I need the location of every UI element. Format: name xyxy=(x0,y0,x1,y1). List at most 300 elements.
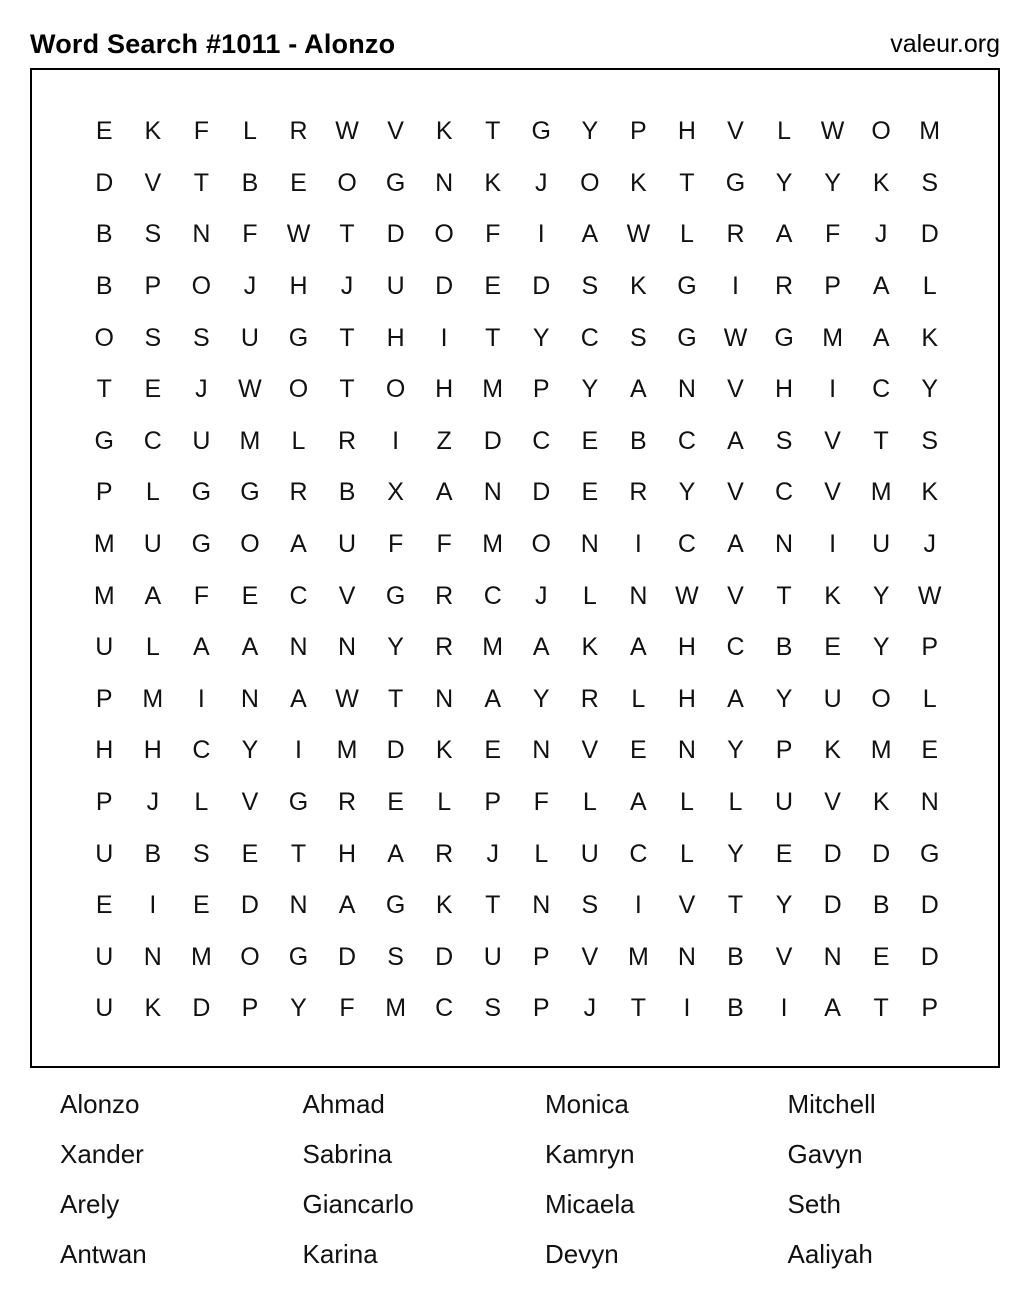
grid-letter[interactable]: C xyxy=(532,426,551,455)
grid-letter[interactable]: D xyxy=(240,891,259,920)
grid-letter[interactable]: I xyxy=(829,375,837,404)
grid-letter[interactable]: O xyxy=(531,530,551,559)
grid-letter[interactable]: R xyxy=(338,788,357,817)
grid-letter[interactable]: U xyxy=(338,530,357,559)
grid-letter[interactable]: A xyxy=(338,891,356,920)
grid-letter[interactable]: L xyxy=(582,581,597,610)
word-list-item[interactable]: Monica xyxy=(545,1089,629,1119)
grid-letter[interactable]: G xyxy=(774,323,794,352)
grid-letter[interactable]: U xyxy=(95,633,114,662)
grid-letter[interactable]: M xyxy=(336,736,358,765)
grid-letter[interactable]: A xyxy=(775,220,793,249)
grid-letter[interactable]: I xyxy=(295,736,302,765)
grid-letter[interactable]: N xyxy=(240,684,259,713)
grid-letter[interactable]: C xyxy=(289,581,308,610)
grid-letter[interactable]: N xyxy=(532,891,551,920)
grid-letter[interactable]: S xyxy=(484,994,502,1023)
grid-letter[interactable]: L xyxy=(437,788,452,817)
grid-letter[interactable]: M xyxy=(870,478,892,507)
word-list-item[interactable]: Mitchell xyxy=(787,1089,876,1119)
grid-letter[interactable]: T xyxy=(873,426,889,455)
grid-letter[interactable]: D xyxy=(532,478,551,507)
grid-letter[interactable]: K xyxy=(144,994,162,1023)
grid-letter[interactable]: I xyxy=(683,994,691,1023)
grid-letter[interactable]: A xyxy=(241,633,259,662)
grid-letter[interactable]: G xyxy=(385,891,406,920)
grid-letter[interactable]: N xyxy=(677,375,696,404)
grid-letter[interactable]: L xyxy=(679,839,694,868)
grid-letter[interactable]: G xyxy=(677,272,697,301)
grid-letter[interactable]: V xyxy=(581,942,599,971)
grid-letter[interactable]: P xyxy=(921,994,939,1023)
grid-letter[interactable]: T xyxy=(727,891,744,920)
grid-letter[interactable]: E xyxy=(484,272,502,301)
grid-letter[interactable]: D xyxy=(386,220,405,249)
grid-letter[interactable]: U xyxy=(483,942,502,971)
grid-letter[interactable]: A xyxy=(290,530,307,559)
grid-letter[interactable]: F xyxy=(824,220,841,249)
grid-letter[interactable]: V xyxy=(727,117,744,146)
grid-letter[interactable]: D xyxy=(532,272,551,301)
grid-letter[interactable]: Y xyxy=(241,736,259,765)
grid-letter[interactable]: K xyxy=(435,117,453,146)
grid-letter[interactable]: A xyxy=(581,220,599,249)
word-list-item[interactable]: Arely xyxy=(60,1189,120,1219)
grid-letter[interactable]: J xyxy=(583,994,597,1023)
grid-letter[interactable]: U xyxy=(775,788,794,817)
grid-letter[interactable]: E xyxy=(95,117,113,146)
grid-letter[interactable]: A xyxy=(727,530,744,559)
grid-letter[interactable]: D xyxy=(338,942,357,971)
grid-letter[interactable]: E xyxy=(921,736,939,765)
grid-letter[interactable]: Y xyxy=(532,323,550,352)
grid-letter[interactable]: K xyxy=(630,168,647,197)
grid-letter[interactable]: H xyxy=(677,117,696,146)
grid-letter[interactable]: D xyxy=(920,891,939,920)
grid-letter[interactable]: E xyxy=(581,426,599,455)
grid-letter[interactable]: O xyxy=(94,323,114,352)
grid-letter[interactable]: O xyxy=(580,168,600,197)
grid-letter[interactable]: L xyxy=(194,788,209,817)
grid-letter[interactable]: V xyxy=(678,891,696,920)
grid-letter[interactable]: K xyxy=(581,633,599,662)
grid-letter[interactable]: P xyxy=(144,272,162,301)
grid-letter[interactable]: J xyxy=(195,375,208,404)
grid-letter[interactable]: Y xyxy=(775,891,793,920)
grid-letter[interactable]: D xyxy=(823,891,842,920)
grid-letter[interactable]: E xyxy=(241,581,259,610)
grid-letter[interactable]: P xyxy=(921,633,939,662)
grid-letter[interactable]: S xyxy=(581,891,599,920)
grid-letter[interactable]: Y xyxy=(727,736,744,765)
word-list-item[interactable]: Devyn xyxy=(545,1239,619,1269)
grid-letter[interactable]: B xyxy=(241,168,259,197)
grid-letter[interactable]: C xyxy=(872,375,891,404)
grid-letter[interactable]: G xyxy=(919,839,940,868)
grid-letter[interactable]: M xyxy=(919,117,941,146)
grid-letter[interactable]: F xyxy=(387,530,404,559)
grid-letter[interactable]: G xyxy=(385,168,406,197)
grid-letter[interactable]: L xyxy=(679,220,694,249)
grid-letter[interactable]: N xyxy=(435,168,454,197)
grid-letter[interactable]: E xyxy=(484,736,502,765)
grid-letter[interactable]: M xyxy=(142,684,164,713)
grid-letter[interactable]: A xyxy=(193,633,210,662)
grid-letter[interactable]: I xyxy=(149,891,157,920)
grid-letter[interactable]: C xyxy=(192,736,211,765)
grid-letter[interactable]: D xyxy=(920,220,939,249)
grid-letter[interactable]: M xyxy=(870,736,892,765)
grid-letter[interactable]: S xyxy=(630,323,647,352)
word-list-item[interactable]: Alonzo xyxy=(60,1089,140,1119)
grid-letter[interactable]: T xyxy=(339,220,355,249)
grid-letter[interactable]: G xyxy=(385,581,406,610)
grid-letter[interactable]: K xyxy=(144,117,162,146)
grid-letter[interactable]: W xyxy=(238,375,262,404)
grid-letter[interactable]: M xyxy=(627,942,649,971)
grid-letter[interactable]: N xyxy=(289,633,308,662)
grid-letter[interactable]: M xyxy=(93,530,115,559)
grid-letter[interactable]: L xyxy=(777,117,791,146)
grid-letter[interactable]: P xyxy=(824,272,841,301)
grid-letter[interactable]: A xyxy=(872,323,890,352)
grid-letter[interactable]: K xyxy=(921,478,939,507)
grid-letter[interactable]: R xyxy=(435,839,454,868)
grid-letter[interactable]: C xyxy=(677,426,696,455)
grid-letter[interactable]: Y xyxy=(775,168,793,197)
grid-letter[interactable]: N xyxy=(532,736,551,765)
grid-letter[interactable]: O xyxy=(871,117,891,146)
grid-letter[interactable]: E xyxy=(290,168,307,197)
grid-letter[interactable]: A xyxy=(727,684,744,713)
grid-letter[interactable]: C xyxy=(677,530,696,559)
grid-letter[interactable]: C xyxy=(143,426,162,455)
grid-letter[interactable]: S xyxy=(581,272,599,301)
grid-letter[interactable]: W xyxy=(917,581,942,610)
grid-letter[interactable]: W xyxy=(286,220,311,249)
grid-letter[interactable]: E xyxy=(95,891,113,920)
grid-letter[interactable]: O xyxy=(337,168,357,197)
grid-letter[interactable]: U xyxy=(872,530,891,559)
grid-letter[interactable]: O xyxy=(191,272,212,301)
grid-letter[interactable]: T xyxy=(485,117,501,146)
grid-letter[interactable]: F xyxy=(193,581,210,610)
grid-letter[interactable]: I xyxy=(829,530,837,559)
grid-letter[interactable]: E xyxy=(824,633,841,662)
grid-letter[interactable]: H xyxy=(386,323,405,352)
grid-letter[interactable]: S xyxy=(193,839,210,868)
grid-letter[interactable]: W xyxy=(335,684,359,713)
grid-letter[interactable]: H xyxy=(143,736,162,765)
grid-letter[interactable]: J xyxy=(243,272,257,301)
grid-letter[interactable]: K xyxy=(872,168,890,197)
grid-letter[interactable]: B xyxy=(144,839,162,868)
grid-letter[interactable]: L xyxy=(679,788,694,817)
grid-letter[interactable]: L xyxy=(728,788,743,817)
grid-letter[interactable]: D xyxy=(823,839,842,868)
grid-letter[interactable]: Y xyxy=(581,375,599,404)
grid-letter[interactable]: R xyxy=(726,220,745,249)
grid-letter[interactable]: N xyxy=(920,788,939,817)
grid-letter[interactable]: M xyxy=(385,994,407,1023)
grid-letter[interactable]: K xyxy=(435,736,453,765)
grid-letter[interactable]: P xyxy=(775,736,793,765)
grid-letter[interactable]: C xyxy=(629,839,648,868)
grid-letter[interactable]: P xyxy=(95,478,113,507)
grid-letter[interactable]: B xyxy=(630,426,647,455)
grid-letter[interactable]: I xyxy=(197,684,205,713)
grid-letter[interactable]: E xyxy=(581,478,599,507)
grid-letter[interactable]: V xyxy=(824,478,841,507)
grid-letter[interactable]: F xyxy=(485,220,501,249)
grid-letter[interactable]: E xyxy=(387,788,404,817)
grid-letter[interactable]: U xyxy=(386,272,405,301)
grid-letter[interactable]: P xyxy=(95,788,113,817)
grid-letter[interactable]: B xyxy=(872,891,890,920)
grid-letter[interactable]: I xyxy=(537,220,545,249)
grid-letter[interactable]: W xyxy=(675,581,699,610)
grid-letter[interactable]: A xyxy=(630,375,647,404)
grid-letter[interactable]: N xyxy=(580,530,599,559)
grid-letter[interactable]: N xyxy=(289,891,308,920)
grid-letter[interactable]: R xyxy=(580,684,599,713)
grid-letter[interactable]: L xyxy=(582,788,597,817)
grid-letter[interactable]: P xyxy=(484,788,502,817)
grid-letter[interactable]: H xyxy=(289,272,308,301)
grid-letter[interactable]: R xyxy=(289,117,308,146)
grid-letter[interactable]: F xyxy=(339,994,355,1023)
word-list-item[interactable]: Sabrina xyxy=(302,1139,393,1169)
grid-letter[interactable]: S xyxy=(387,942,404,971)
grid-letter[interactable]: H xyxy=(95,736,114,765)
grid-letter[interactable]: S xyxy=(921,168,939,197)
grid-letter[interactable]: K xyxy=(630,272,647,301)
grid-letter[interactable]: D xyxy=(483,426,502,455)
grid-letter[interactable]: Y xyxy=(727,839,744,868)
grid-letter[interactable]: G xyxy=(725,168,746,197)
grid-letter[interactable]: V xyxy=(775,942,793,971)
word-list-item[interactable]: Aaliyah xyxy=(787,1239,873,1269)
grid-letter[interactable]: J xyxy=(535,168,548,197)
grid-letter[interactable]: U xyxy=(192,426,211,455)
grid-letter[interactable]: V xyxy=(144,168,162,197)
grid-letter[interactable]: D xyxy=(435,942,454,971)
grid-letter[interactable]: D xyxy=(386,736,405,765)
grid-letter[interactable]: I xyxy=(440,323,448,352)
grid-letter[interactable]: B xyxy=(775,633,793,662)
grid-letter[interactable]: V xyxy=(727,581,744,610)
grid-letter[interactable]: N xyxy=(775,530,794,559)
grid-letter[interactable]: M xyxy=(93,581,115,610)
grid-letter[interactable]: Y xyxy=(678,478,696,507)
grid-letter[interactable]: O xyxy=(385,375,406,404)
grid-letter[interactable]: E xyxy=(775,839,793,868)
grid-letter[interactable]: U xyxy=(95,839,114,868)
grid-letter[interactable]: T xyxy=(290,839,307,868)
grid-letter[interactable]: H xyxy=(338,839,357,868)
grid-letter[interactable]: T xyxy=(193,168,210,197)
grid-letter[interactable]: A xyxy=(387,839,404,868)
grid-letter[interactable]: M xyxy=(482,530,504,559)
grid-letter[interactable]: P xyxy=(95,684,113,713)
grid-letter[interactable]: N xyxy=(192,220,211,249)
grid-letter[interactable]: O xyxy=(871,684,891,713)
grid-letter[interactable]: N xyxy=(483,478,502,507)
grid-letter[interactable]: W xyxy=(626,220,651,249)
grid-letter[interactable]: V xyxy=(241,788,259,817)
grid-letter[interactable]: I xyxy=(780,994,788,1023)
grid-letter[interactable]: M xyxy=(822,323,844,352)
grid-letter[interactable]: G xyxy=(191,478,212,507)
grid-letter[interactable]: Y xyxy=(872,633,890,662)
grid-letter[interactable]: B xyxy=(95,272,113,301)
grid-letter[interactable]: T xyxy=(776,581,792,610)
word-list-item[interactable]: Giancarlo xyxy=(302,1189,414,1219)
grid-letter[interactable]: P xyxy=(241,994,259,1023)
grid-letter[interactable]: N xyxy=(677,942,696,971)
letter-grid[interactable] xyxy=(80,106,954,1036)
grid-letter[interactable]: N xyxy=(629,581,648,610)
grid-letter[interactable]: G xyxy=(191,530,212,559)
grid-letter[interactable]: B xyxy=(338,478,356,507)
grid-letter[interactable]: L xyxy=(922,684,937,713)
grid-letter[interactable]: V xyxy=(824,426,841,455)
grid-letter[interactable]: O xyxy=(288,375,309,404)
word-list-item[interactable]: Kamryn xyxy=(545,1139,635,1169)
grid-letter[interactable]: T xyxy=(679,168,695,197)
grid-letter[interactable]: U xyxy=(143,530,162,559)
grid-letter[interactable]: G xyxy=(531,117,551,146)
grid-letter[interactable]: S xyxy=(775,426,793,455)
grid-letter[interactable]: D xyxy=(872,839,891,868)
grid-letter[interactable]: D xyxy=(95,168,114,197)
grid-letter[interactable]: J xyxy=(535,581,548,610)
grid-letter[interactable]: M xyxy=(482,633,504,662)
grid-letter[interactable]: N xyxy=(143,942,162,971)
grid-letter[interactable]: S xyxy=(144,220,162,249)
grid-letter[interactable]: X xyxy=(387,478,404,507)
grid-letter[interactable]: J xyxy=(340,272,354,301)
grid-letter[interactable]: C xyxy=(726,633,745,662)
grid-letter[interactable]: G xyxy=(288,788,309,817)
grid-letter[interactable]: L xyxy=(291,426,306,455)
grid-letter[interactable]: N xyxy=(823,942,842,971)
grid-letter[interactable]: J xyxy=(146,788,160,817)
grid-letter[interactable]: Y xyxy=(387,633,404,662)
grid-letter[interactable]: R xyxy=(629,478,648,507)
grid-letter[interactable]: M xyxy=(239,426,261,455)
grid-letter[interactable]: S xyxy=(144,323,162,352)
grid-letter[interactable]: N xyxy=(338,633,357,662)
grid-letter[interactable]: H xyxy=(435,375,454,404)
grid-letter[interactable]: Y xyxy=(775,684,793,713)
grid-letter[interactable]: L xyxy=(631,684,646,713)
grid-letter[interactable]: H xyxy=(677,684,696,713)
grid-letter[interactable]: G xyxy=(288,323,309,352)
grid-letter[interactable]: I xyxy=(634,891,642,920)
grid-letter[interactable]: R xyxy=(435,581,454,610)
grid-letter[interactable]: A xyxy=(630,788,647,817)
grid-letter[interactable]: U xyxy=(95,994,114,1023)
grid-letter[interactable]: S xyxy=(193,323,210,352)
grid-letter[interactable]: J xyxy=(486,839,499,868)
grid-letter[interactable]: W xyxy=(335,117,359,146)
grid-letter[interactable]: K xyxy=(872,788,890,817)
grid-letter[interactable]: M xyxy=(482,375,504,404)
grid-letter[interactable]: Y xyxy=(290,994,307,1023)
grid-letter[interactable]: A xyxy=(290,684,307,713)
grid-letter[interactable]: D xyxy=(920,942,939,971)
grid-letter[interactable]: K xyxy=(484,168,502,197)
grid-letter[interactable]: C xyxy=(775,478,794,507)
grid-letter[interactable]: R xyxy=(435,633,454,662)
grid-letter[interactable]: A xyxy=(872,272,890,301)
grid-letter[interactable]: F xyxy=(193,117,210,146)
grid-letter[interactable]: K xyxy=(435,891,453,920)
word-list-item[interactable]: Ahmad xyxy=(302,1089,385,1119)
grid-letter[interactable]: L xyxy=(242,117,257,146)
grid-letter[interactable]: J xyxy=(874,220,888,249)
grid-letter[interactable]: D xyxy=(435,272,454,301)
grid-letter[interactable]: A xyxy=(727,426,744,455)
grid-letter[interactable]: P xyxy=(532,942,550,971)
grid-letter[interactable]: V xyxy=(727,478,744,507)
grid-letter[interactable]: Z xyxy=(436,426,452,455)
grid-letter[interactable]: B xyxy=(727,942,744,971)
grid-letter[interactable]: U xyxy=(240,323,259,352)
grid-letter[interactable]: T xyxy=(387,684,404,713)
grid-letter[interactable]: T xyxy=(485,323,501,352)
grid-letter[interactable]: T xyxy=(339,323,355,352)
grid-letter[interactable]: G xyxy=(288,942,309,971)
grid-letter[interactable]: Y xyxy=(532,684,550,713)
word-list-item[interactable]: Micaela xyxy=(545,1189,635,1219)
grid-letter[interactable]: V xyxy=(338,581,356,610)
grid-letter[interactable]: A xyxy=(484,684,502,713)
grid-letter[interactable]: L xyxy=(145,478,160,507)
grid-letter[interactable]: T xyxy=(485,891,501,920)
grid-letter[interactable]: O xyxy=(434,220,454,249)
grid-letter[interactable]: C xyxy=(483,581,502,610)
grid-letter[interactable]: G xyxy=(240,478,260,507)
grid-letter[interactable]: I xyxy=(634,530,642,559)
grid-letter[interactable]: O xyxy=(240,530,260,559)
grid-letter[interactable]: V xyxy=(824,788,841,817)
grid-letter[interactable]: E xyxy=(630,736,647,765)
grid-letter[interactable]: L xyxy=(145,633,160,662)
grid-letter[interactable]: Y xyxy=(581,117,599,146)
grid-letter[interactable]: A xyxy=(630,633,647,662)
grid-letter[interactable]: F xyxy=(242,220,258,249)
grid-letter[interactable]: A xyxy=(824,994,841,1023)
grid-letter[interactable]: A xyxy=(532,633,550,662)
grid-letter[interactable]: U xyxy=(823,684,842,713)
word-list-item[interactable]: Gavyn xyxy=(787,1139,863,1169)
grid-letter[interactable]: C xyxy=(580,323,599,352)
grid-letter[interactable]: R xyxy=(338,426,357,455)
grid-letter[interactable]: E xyxy=(144,375,162,404)
grid-letter[interactable]: G xyxy=(94,426,114,455)
word-list-item[interactable]: Antwan xyxy=(60,1239,147,1269)
word-list-item[interactable]: Seth xyxy=(787,1189,841,1219)
grid-letter[interactable]: B xyxy=(727,994,744,1023)
grid-letter[interactable]: H xyxy=(775,375,794,404)
grid-letter[interactable]: E xyxy=(193,891,210,920)
grid-letter[interactable]: Y xyxy=(921,375,939,404)
grid-letter[interactable]: J xyxy=(923,530,936,559)
grid-letter[interactable]: W xyxy=(723,323,748,352)
grid-letter[interactable]: E xyxy=(872,942,890,971)
